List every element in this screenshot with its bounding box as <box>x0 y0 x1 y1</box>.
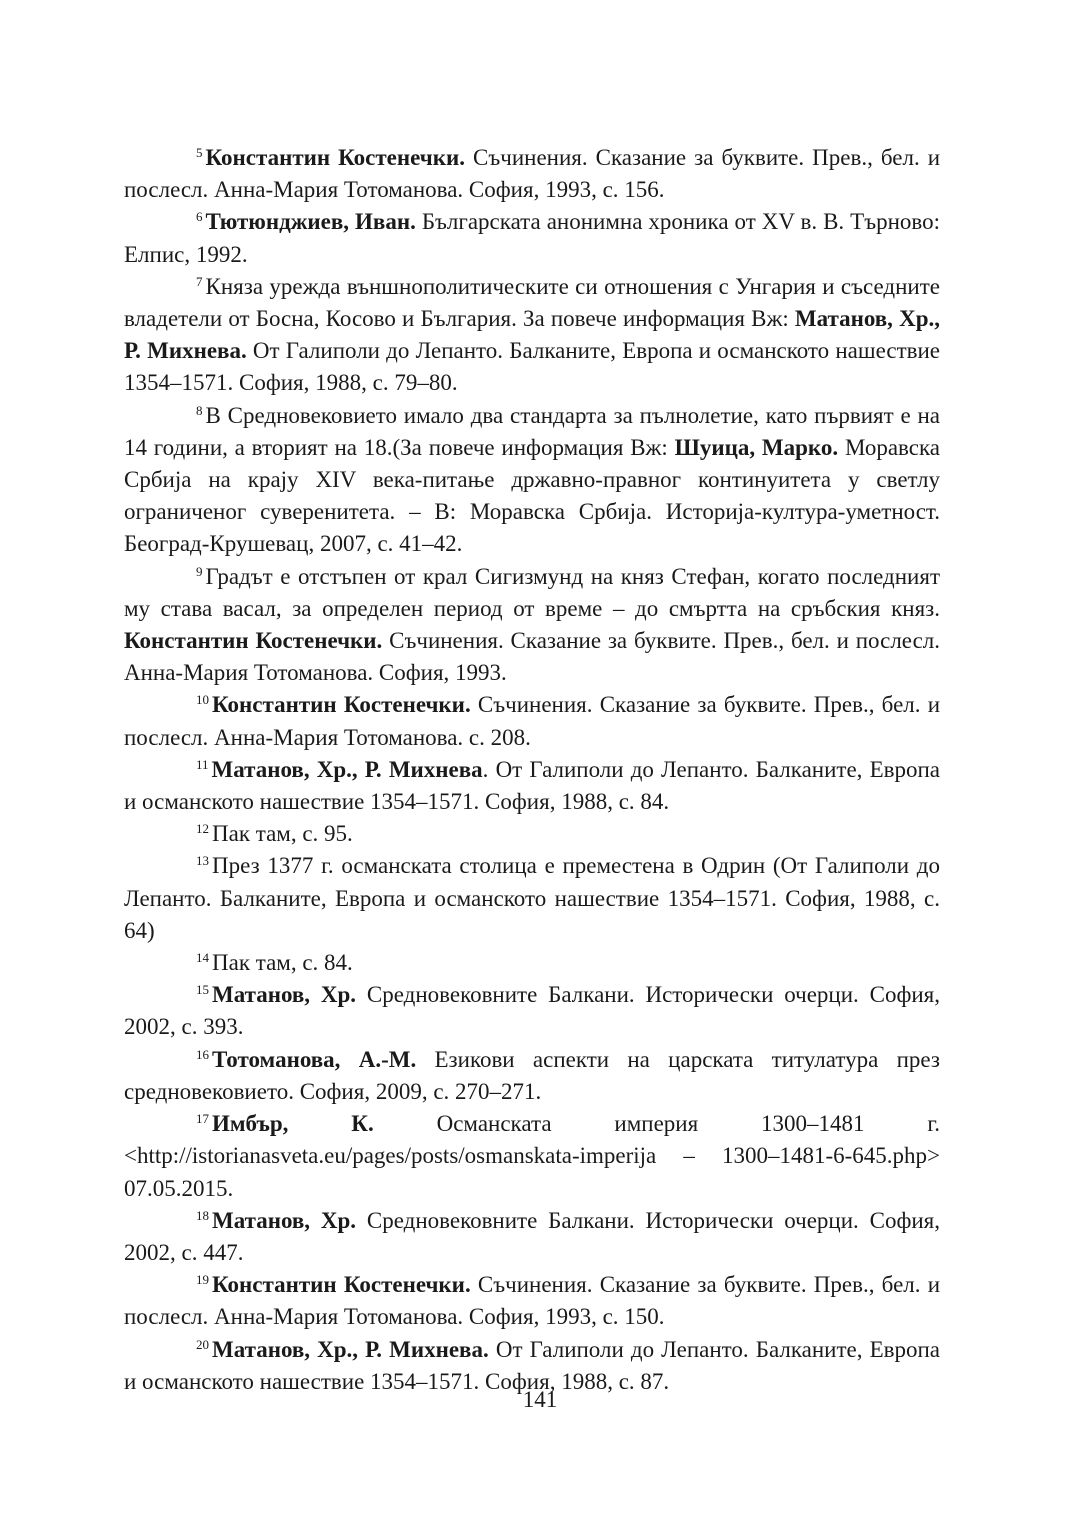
footnote-text: Съчинения. Сказание за буквите. Прев., бел. и послесл. Анна-Мария Тотоманова. София, 1993. <box>124 628 941 686</box>
footnote-number: 12 <box>196 821 209 837</box>
footnote-text: Османската империя 1300–1481 г. <http://istorianasveta.eu/pages/posts/osmanskata-imperija – 1300–1481-6-645.php> 07.05.2015. <box>124 1111 940 1201</box>
footnote-number: 9 <box>196 563 203 579</box>
footnote-text: От Галиполи до Лепанто. Балканите, Европа и османското нашествие 1354–1571. София, 1988, с. 79–80. <box>124 338 941 396</box>
footnote-8 <box>124 400 940 561</box>
footnote-19 <box>124 1269 940 1333</box>
footnote-text: Моравска Србија на крају XIV века-питање државно-правног континуитета у светлу ограниченог суверенитета. – В: Моравска Србија. Историја-култура-уметност. Београд-Крушевац, 2007, с. 41–42. <box>124 434 940 557</box>
footnote-number: 6 <box>196 209 203 225</box>
footnote-author: Матанов, Хр., Р. Михнева. <box>124 306 940 364</box>
footnote-13 <box>124 850 940 947</box>
footnote-11 <box>124 754 940 818</box>
footnote-author: Константин Костенечки. <box>205 145 466 170</box>
footnote-text: От Галиполи до Лепанто. Балканите, Европа и османското нашествие 1354–1571. София, 1988, с. 87. <box>124 1336 941 1394</box>
footnote-lead-text: Княза урежда външнополитическите си отношения с Унгария и съседните владетели от Босна, Косово и България. За повече информация Вж: <box>124 273 940 332</box>
footnote-author: Шуица, Марко. <box>674 434 839 460</box>
page-number: 141 <box>522 1387 558 1412</box>
footnote-16 <box>124 1044 940 1108</box>
footnote-text: Съчинения. Сказание за буквите. Прев., бел. и послесл. Анна-Мария Тотоманова. София, 1993, с. 156. <box>124 145 941 203</box>
footnote-10 <box>124 689 940 753</box>
footnote-number: 11 <box>196 756 209 772</box>
footnote-author: Матанов, Хр., Р. Михнева <box>211 756 483 782</box>
footnote-15 <box>124 979 940 1043</box>
footnote-author: Имбър, К. <box>212 1111 374 1137</box>
footnote-text: През 1377 г. османската столица е преместена в Одрин (От Галиполи до Лепанто. Балканите, Европа и османското нашествие 1354–1571. София, 1988, с. 64) <box>124 853 940 943</box>
footnote-5 <box>124 142 940 206</box>
footnote-number: 14 <box>196 950 209 966</box>
footnote-number: 13 <box>196 853 209 869</box>
footnote-number: 8 <box>196 402 203 418</box>
footnote-author: Тотоманова, А.-М. <box>212 1046 417 1072</box>
footnote-author: Константин Костенечки. <box>212 1272 471 1298</box>
footnote-number: 10 <box>196 692 209 708</box>
footnote-number: 19 <box>196 1272 209 1288</box>
footnote-author: Матанов, Хр. <box>212 1207 357 1233</box>
footnote-9 <box>124 561 940 690</box>
footnote-author: Матанов, Хр., Р. Михнева. <box>212 1336 489 1362</box>
footnote-lead-text: Градът е отстъпен от крал Сигизмунд на княз Стефан, когато последният му става васал, за определен период от време – до смъртта на сръбския княз. <box>124 563 940 621</box>
footnote-text: . От Галиполи до Лепанто. Балканите, Европа и османското нашествие 1354–1571. София, 1988, с. 84. <box>124 756 940 815</box>
footnote-author: Тютюнджиев, Иван. <box>205 209 416 235</box>
footnotes-section <box>124 142 940 1398</box>
footnote-14 <box>124 947 940 979</box>
footnote-number: 16 <box>196 1046 209 1062</box>
footnote-text: Съчинения. Сказание за буквите. Прев., бел. и послесл. Анна-Мария Тотоманова. София, 1993, с. 150. <box>124 1272 941 1330</box>
footnote-number: 5 <box>196 145 203 160</box>
footnote-text: Езикови аспекти на царската титулатура през средновековието. София, 2009, с. 270–271. <box>124 1046 940 1104</box>
footnote-text: Средновековните Балкани. Исторически очерци. София, 2002, с. 393. <box>124 982 940 1040</box>
footnote-number: 15 <box>196 982 209 998</box>
footnote-7 <box>124 271 940 400</box>
footnote-author: Константин Костенечки. <box>124 628 383 654</box>
footnote-author: Константин Костенечки. <box>212 692 471 718</box>
footnote-number: 18 <box>196 1207 209 1223</box>
footnote-17 <box>124 1108 940 1205</box>
footnote-text: Съчинения. Сказание за буквите. Прев., бел. и послесл. Анна-Мария Тотоманова. с. 208. <box>124 692 941 750</box>
footnote-12 <box>124 818 940 850</box>
footnote-text: Пак там, с. 84. <box>212 950 353 976</box>
footnote-author: Матанов, Хр. <box>212 982 357 1008</box>
footnote-text: Средновековните Балкани. Исторически очерци. София, 2002, с. 447. <box>124 1207 940 1265</box>
footnote-number: 17 <box>196 1111 209 1127</box>
footnote-text: Българската анонимна хроника от XV в. В. Търново: Елпис, 1992. <box>124 209 940 267</box>
footnote-text: Пак там, с. 95. <box>212 821 353 847</box>
footnote-6 <box>124 206 940 270</box>
footnote-number: 7 <box>196 273 203 289</box>
footnote-number: 20 <box>196 1336 209 1352</box>
footnote-lead-text: В Средновековието имало два стандарта за пълнолетие, като първият е на 14 години, а вторият на 18.(За повече информация Вж: <box>124 402 940 460</box>
footnote-18 <box>124 1205 940 1269</box>
